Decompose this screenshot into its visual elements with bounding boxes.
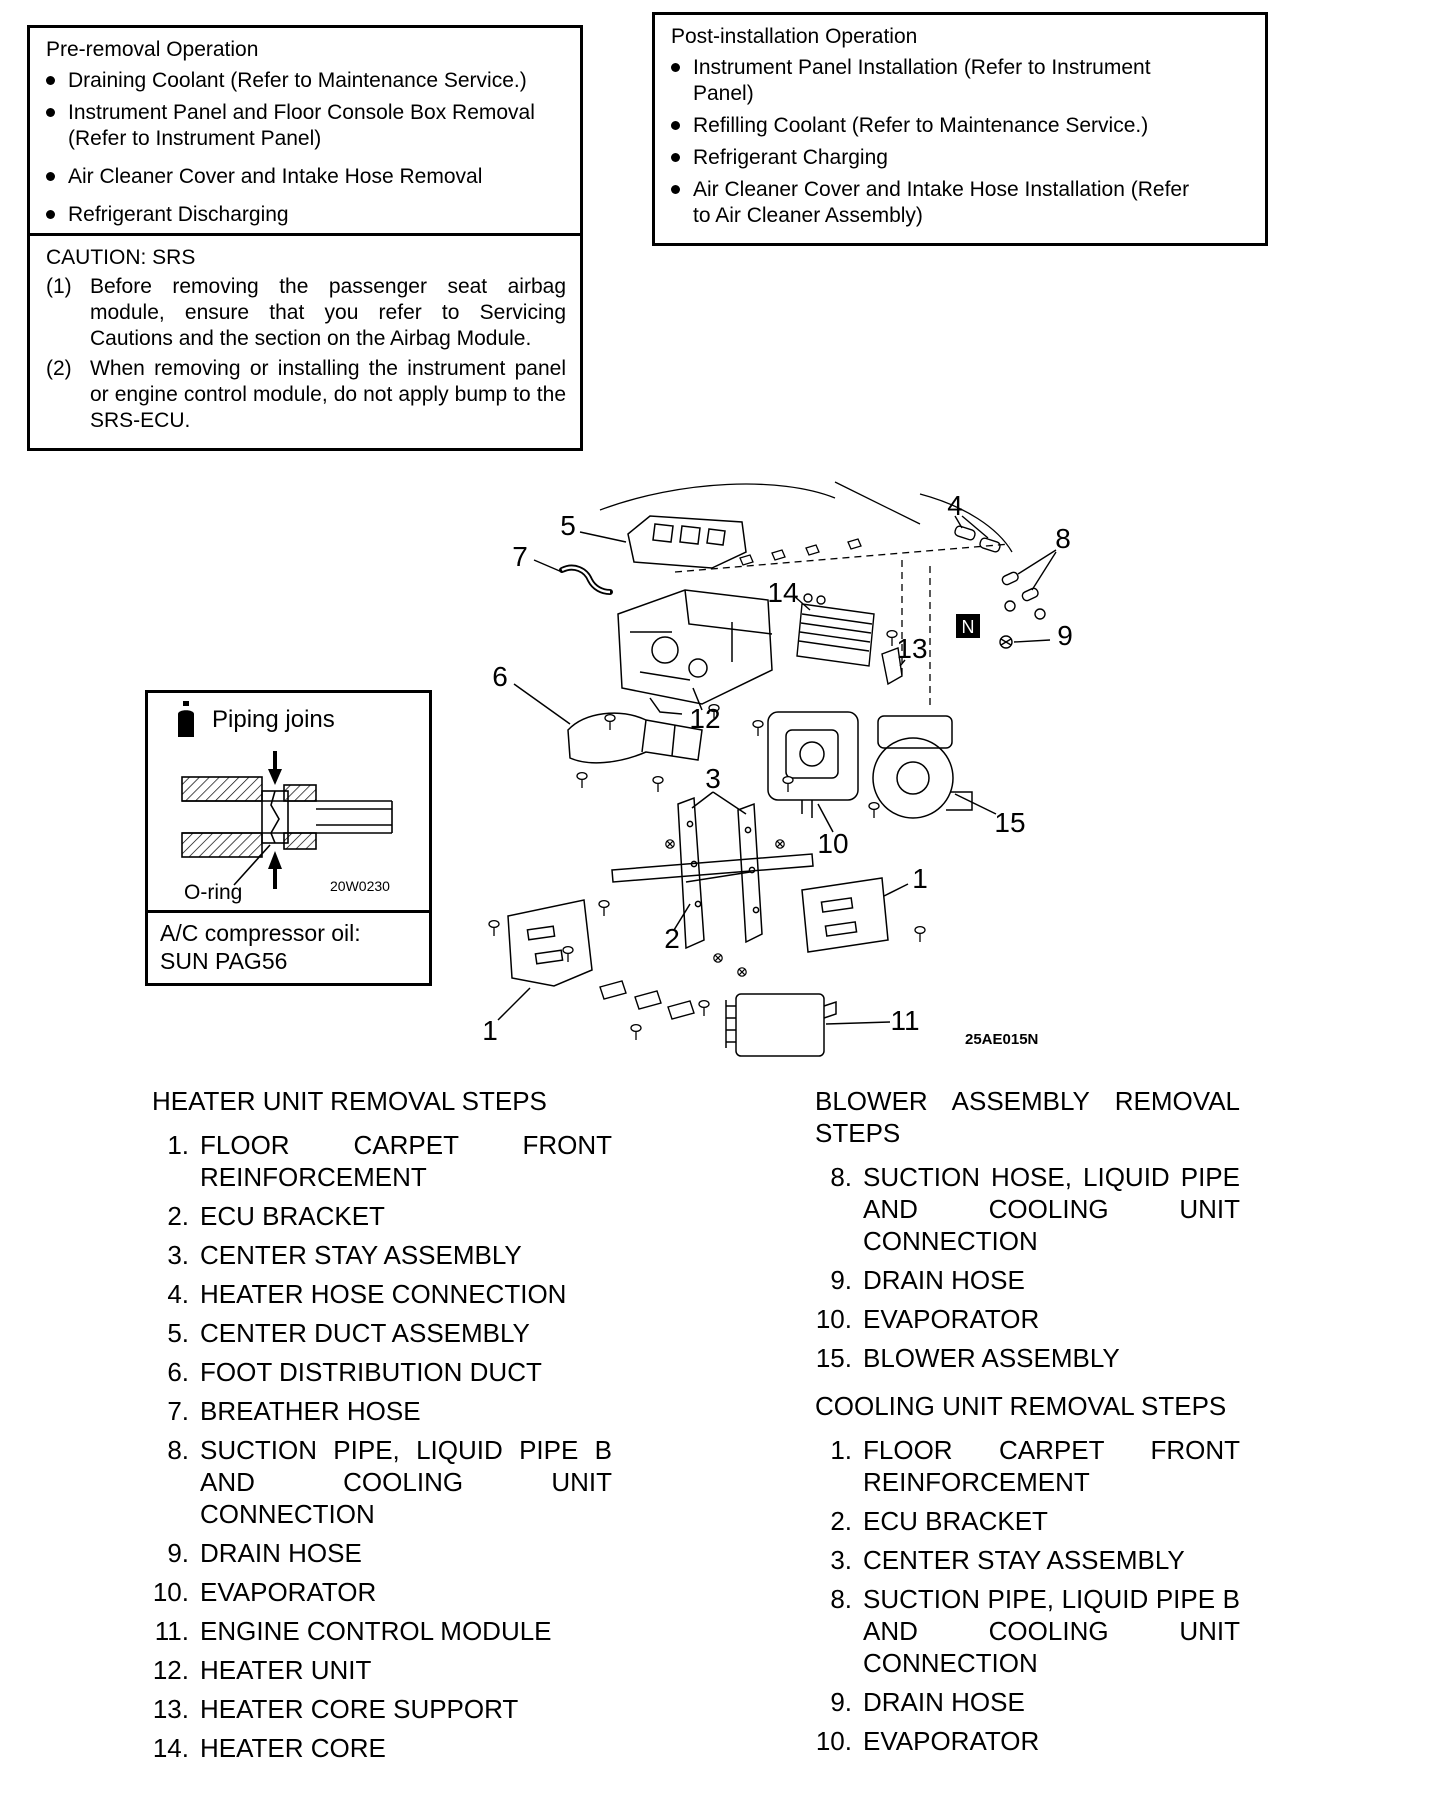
operation-item [671,113,1191,139]
cooling-steps-title: COOLING UNIT REMOVAL STEPS [815,1391,1227,1421]
center-stay-part [612,792,813,948]
callout-5-label: 5 [560,510,576,541]
heater-steps-section [152,1085,612,1771]
figure-code-25ae015n: 25AE015N [965,1031,1039,1048]
step-number: 5. [167,1318,189,1348]
step-number: 9. [830,1687,852,1717]
step-item [815,1303,1240,1335]
heater-steps-list [152,1129,612,1764]
step-number: 3. [167,1240,189,1270]
center-duct-part [580,516,746,568]
step-number: 9. [830,1265,852,1295]
operation-item [671,177,1191,229]
callout-7-label: 7 [512,541,528,572]
piping-diagram [148,739,429,905]
step-number: 10. [152,1577,189,1607]
step-item [152,1200,612,1232]
operation-item [46,68,566,94]
bullet-icon [671,63,680,72]
o-ring-label: O-ring [184,881,243,904]
caution-title: CAUTION: SRS [46,246,196,269]
heater-steps-title: HEATER UNIT REMOVAL STEPS [152,1086,547,1116]
step-item [815,1686,1240,1718]
caution-box [27,233,583,451]
pre-removal-title: Pre-removal Operation [46,38,259,61]
step-number: 1. [167,1130,189,1160]
fastener-9-part [1000,636,1050,648]
cooling-steps-list [815,1434,1240,1757]
step-item [815,1264,1240,1296]
step-item [152,1693,612,1725]
caution-item-number: (1) [46,275,72,298]
callout-1-right-label: 1 [912,863,928,894]
bullet-icon [46,210,55,219]
step-item [152,1239,612,1271]
step-number: 8. [167,1435,189,1465]
step-text: ECU BRACKET [863,1506,1048,1536]
compressor-oil-line1: A/C compressor oil: [160,920,361,946]
operation-item [46,100,566,152]
step-text: SUCTION PIPE, LIQUID PIPE B AND COOLING UNIT CONNECTION [863,1584,1240,1678]
step-item [815,1434,1240,1498]
step-text: BLOWER ASSEMBLY [863,1343,1120,1373]
step-item [152,1537,612,1569]
callout-9-label: 9 [1057,620,1073,651]
breather-hose-part [534,560,610,592]
step-number: 12. [152,1655,189,1685]
caution-item-number: (2) [46,357,72,380]
step-number: 10. [815,1304,852,1334]
pre-removal-box [27,25,583,245]
step-number: 6. [167,1357,189,1387]
operation-item [46,164,566,190]
figure-code-20w0230: 20W0230 [330,878,390,894]
step-text: FOOT DISTRIBUTION DUCT [200,1357,542,1387]
step-number: 4. [167,1279,189,1309]
step-item [152,1732,612,1764]
step-number: 2. [167,1201,189,1231]
bullet-icon [46,76,55,85]
step-number: 11. [154,1616,189,1646]
small-bracket-parts [600,981,694,1019]
blower-assembly-part [873,716,996,818]
callout-14-label: 14 [767,577,799,608]
cooling-unit-part [768,712,858,832]
n-marker [956,614,980,638]
blower-steps-list [815,1161,1240,1374]
step-number: 8. [830,1162,852,1192]
operation-item-text: Instrument Panel Installation (Refer to Instrument Panel) [693,56,1151,105]
callout-10-label: 10 [817,828,849,859]
caution-item [46,274,566,352]
step-text: CENTER STAY ASSEMBLY [863,1545,1185,1575]
bullet-icon [46,172,55,181]
operation-item-text: Refilling Coolant (Refer to Maintenance Service.) [693,114,1149,137]
step-text: EVAPORATOR [200,1577,377,1607]
bullet-icon [46,108,55,117]
post-installation-box [652,12,1268,246]
step-item [152,1615,612,1647]
step-number: 9. [167,1538,189,1568]
operation-item [671,145,1191,171]
step-text: SUCTION PIPE, LIQUID PIPE B AND COOLING UNIT CONNECTION [200,1435,612,1529]
bullet-icon [671,185,680,194]
callout-15-label: 15 [994,807,1026,838]
floor-reinforcement-left-part [489,900,592,1020]
operation-item-text: Refrigerant Discharging [68,203,289,226]
bullet-icon [671,121,680,130]
blower-cooling-section [815,1085,1240,1764]
step-text: HEATER CORE [200,1733,386,1763]
operation-item-text: Refrigerant Charging [693,146,888,169]
n-marker-label: N [961,617,975,637]
step-item [152,1356,612,1388]
heater-core-part [794,594,874,666]
ecm-part [726,994,890,1056]
exploded-diagram [450,472,1130,1082]
callout-4-label: 4 [947,490,963,521]
step-item [152,1317,612,1349]
operation-item-text: Air Cleaner Cover and Intake Hose Removal [68,165,483,188]
piping-joins-box [145,690,432,986]
step-text: FLOOR CARPET FRONT REINFORCEMENT [200,1130,612,1192]
step-text: DRAIN HOSE [863,1687,1025,1717]
callout-13-label: 13 [896,633,928,664]
operation-item [46,202,566,228]
diagram-callouts [482,490,1073,1046]
step-text: CENTER DUCT ASSEMBLY [200,1318,530,1348]
callout-11-label: 11 [890,1005,920,1036]
operation-item-text: Draining Coolant (Refer to Maintenance Service.) [68,69,527,92]
step-item [152,1395,612,1427]
step-item [815,1161,1240,1257]
step-item [815,1725,1240,1757]
post-installation-list [671,55,1191,229]
step-number: 14. [152,1733,189,1763]
callout-1-left-label: 1 [482,1015,498,1046]
step-item [815,1544,1240,1576]
step-item [152,1434,612,1530]
step-number: 2. [830,1506,852,1536]
operation-item-text: Instrument Panel and Floor Console Box Removal (Refer to Instrument Panel) [68,101,535,150]
callout-2-label: 2 [664,923,680,954]
step-text: HEATER UNIT [200,1655,372,1685]
step-text: ENGINE CONTROL MODULE [200,1616,552,1646]
step-text: EVAPORATOR [863,1304,1040,1334]
pipe-fittings-part [1001,550,1056,619]
step-number: 8. [830,1584,852,1614]
step-item [815,1583,1240,1679]
step-item [815,1342,1240,1374]
caution-item-text: Before removing the passenger seat airbag module, ensure that you refer to Servicing Cautions and the section on the Airbag Module. [90,275,566,350]
step-number: 13. [152,1694,189,1724]
pre-removal-list [46,68,566,228]
compressor-oil-note [148,910,429,983]
step-item [815,1505,1240,1537]
post-installation-title: Post-installation Operation [671,25,918,48]
callout-6-label: 6 [492,661,508,692]
piping-joins-title: Piping joins [212,706,335,733]
blower-steps-title: BLOWER ASSEMBLY REMOVAL STEPS [815,1086,1240,1148]
spray-can-icon [174,701,198,739]
operation-item [671,55,1191,107]
piping-joins-header [148,693,429,739]
bullet-icon [671,153,680,162]
step-text: DRAIN HOSE [200,1538,362,1568]
callout-12-label: 12 [689,703,721,734]
step-number: 15. [815,1343,852,1373]
step-text: EVAPORATOR [863,1726,1040,1756]
step-number: 1. [830,1435,852,1465]
step-text: CENTER STAY ASSEMBLY [200,1240,522,1270]
step-text: DRAIN HOSE [863,1265,1025,1295]
caution-item-text: When removing or installing the instrument panel or engine control module, do not apply bump to the SRS-ECU. [90,357,566,432]
step-item [152,1576,612,1608]
step-text: SUCTION HOSE, LIQUID PIPE AND COOLING UNIT CONNECTION [863,1162,1240,1256]
callout-3-label: 3 [705,763,721,794]
step-item [152,1129,612,1193]
step-item [152,1654,612,1686]
step-text: HEATER CORE SUPPORT [200,1694,519,1724]
operation-item-text: Air Cleaner Cover and Intake Hose Installation (Refer to Air Cleaner Assembly) [693,178,1190,227]
step-text: ECU BRACKET [200,1201,385,1231]
foot-duct-part [514,684,702,763]
step-text: BREATHER HOSE [200,1396,421,1426]
callout-8-label: 8 [1055,523,1071,554]
compressor-oil-line2: SUN PAG56 [160,948,288,974]
caution-item [46,356,566,434]
step-number: 7. [167,1396,189,1426]
heater-unit-part [618,590,772,714]
step-text: HEATER HOSE CONNECTION [200,1279,567,1309]
step-item [152,1278,612,1310]
step-number: 10. [815,1726,852,1756]
floor-reinforcement-right-part [802,878,908,952]
step-number: 3. [830,1545,852,1575]
step-text: FLOOR CARPET FRONT REINFORCEMENT [863,1435,1240,1497]
